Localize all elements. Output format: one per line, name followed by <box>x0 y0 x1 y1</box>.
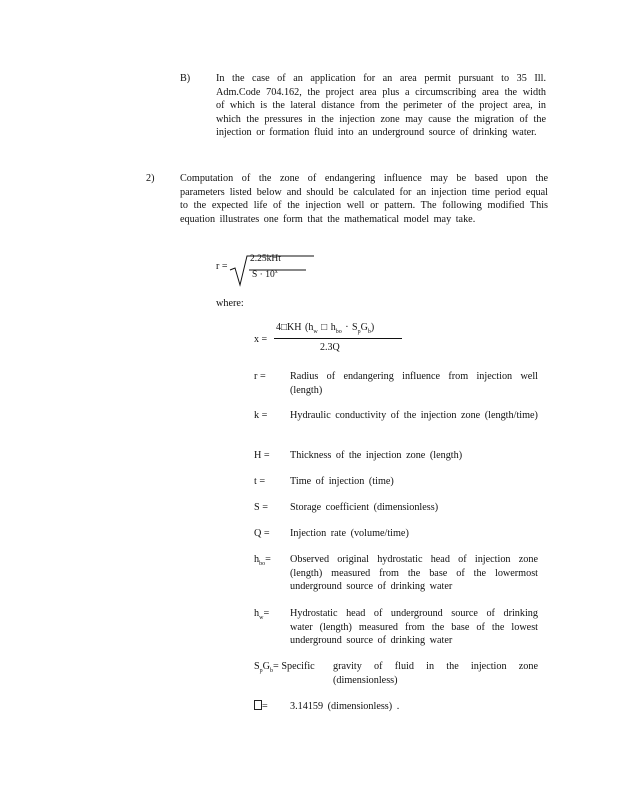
def-symbol-s: S = <box>254 502 268 513</box>
radius-formula-denominator: $S \cdot 10^x$ <box>252 269 278 281</box>
missing-glyph-icon <box>254 700 262 710</box>
x-formula-denominator: 2.3Q <box>320 342 340 353</box>
def-text-q: Injection rate (volume/time) <box>290 528 409 539</box>
def-symbol-t: t = <box>254 476 266 487</box>
def-text-spgb: gravity of fluid in the injection zone (dimensionless) <box>333 661 538 686</box>
def-text-pi: 3.14159 (dimensionless) . <box>290 701 400 712</box>
where-label: where: <box>216 298 244 309</box>
section-2-marker: 2) <box>146 173 155 184</box>
def-symbol-k: k = <box>254 410 268 421</box>
def-symbol-hw: $h_w=$ <box>254 608 270 622</box>
radius-formula-numerator: 2.25kHt <box>250 254 281 264</box>
def-symbol-h: H = <box>254 450 270 461</box>
def-symbol-q: Q = <box>254 528 270 539</box>
section-b-paragraph: In the case of an application for an area permit pursuant to 35 Ill. Adm.Code 704.162, the project area plus a circumscribing area the width of which is the lateral distance from the perimeter of the project area, in which the pressures in the injection zone may cause the migration of the injection or formation fluid into an underground source of drinking water. <box>216 73 546 139</box>
def-text-hbo: Observed original hydrostatic head of injection zone (length) measured from the base of the lowermost underground source of drinking water <box>290 554 538 593</box>
def-text-t: Time of injection (time) <box>290 476 394 487</box>
x-formula-numerator: 4□KH ($h_w$ □ $h_{bo} \cdot S_pG_b$) <box>276 322 375 335</box>
radius-formula <box>216 252 336 288</box>
x-formula-lhs: x = <box>254 334 268 345</box>
def-symbol-spgb: $S_pG_b=$ Specific <box>254 661 315 675</box>
def-text-r: Radius of endangering influence from injection well (length) <box>290 371 538 396</box>
x-formula <box>254 322 404 358</box>
def-text-h: Thickness of the injection zone (length) <box>290 450 463 461</box>
def-symbol-r: r = <box>254 371 266 382</box>
radius-formula-lhs: r = <box>216 261 228 272</box>
def-symbol-hbo: $h_{bo}=$ <box>254 554 271 568</box>
fraction-bar <box>274 338 402 339</box>
section-2-paragraph: Computation of the zone of endangering influence may be based upon the parameters listed below and should be calculated for an injection time period equal to the expected life of the injection well or pattern. The following modified This equation illustrates one form that the mathematical model may take. <box>180 173 548 225</box>
def-text-s: Storage coefficient (dimensionless) <box>290 502 439 513</box>
def-text-k: Hydraulic conductivity of the injection zone (length/time) <box>290 410 538 421</box>
section-b-marker: B) <box>180 73 191 84</box>
def-text-hw: Hydrostatic head of underground source of drinking water (length) measured from the base of the lowest underground source of drinking water <box>290 608 538 647</box>
def-symbol-pi: = <box>254 700 268 714</box>
